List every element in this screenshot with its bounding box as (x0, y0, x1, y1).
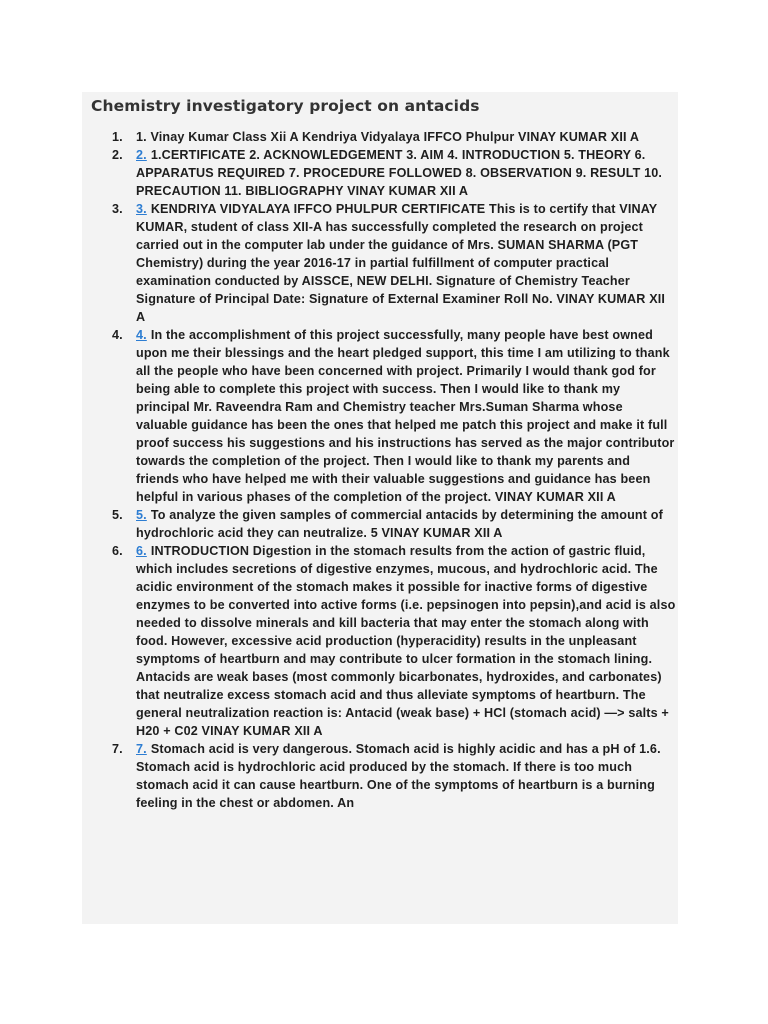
page-link-7[interactable]: 7. (136, 742, 147, 756)
list-item-text: INTRODUCTION Digestion in the stomach results from the action of gastric fluid, which includes secretions of digestive enzymes, mucous, and hydrochloric acid. The acidic environment of the stomach makes it possible for inactive forms of digestive enzymes to be converted into active forms (i.e. pepsinogen into pepsin),and acid is also needed to dissolve minerals and kill bacteria that may enter the stomach along with food. However, excessive acid production (hyperacidity) results in the unpleasant symptoms of heartburn and may contribute to ulcer formation in the stomach lining. Antacids are weak bases (most commonly bicarbonates, hydroxides, and carbonates) that neutralize excess stomach acid and thus alleviate symptoms of heartburn. The general neutralization reaction is: Antacid (weak base) + HCl (stomach acid) —> salts + H20 + C02 VINAY KUMAR XII A (136, 544, 676, 738)
list-item-number: 4. (112, 328, 123, 342)
list-item-text: Stomach acid is very dangerous. Stomach acid is highly acidic and has a pH of 1.6. Stomach acid is hydrochloric acid produced by the stomach. If there is too much stomach acid it can cause heartburn. One of the symptoms of heartburn is a burning feeling in the chest or abdomen. An (136, 742, 661, 810)
list-item-number: 2. (112, 148, 123, 162)
list-item-number: 5. (112, 508, 123, 522)
list-item-text: KENDRIYA VIDYALAYA IFFCO PHULPUR CERTIFICATE This is to certify that VINAY KUMAR, student of class XII-A has successfully completed the research on project carried out in the computer lab under the guidance of Mrs. SUMAN SHARMA (PGT Chemistry) during the year 2016-17 in partial fulfillment of computer practical examination conducted by AISSCE, NEW DELHI. Signature of Chemistry Teacher Signature of Principal Date: Signature of External Examiner Roll No. VINAY KUMAR XII A (136, 202, 666, 324)
page-link-3[interactable]: 3. (136, 202, 147, 216)
list-item-number: 1. (112, 130, 123, 144)
list-item-2 (82, 146, 678, 200)
page-link-6[interactable]: 6. (136, 544, 147, 558)
list-item-number: 7. (112, 742, 123, 756)
list-item-5 (82, 506, 678, 542)
list-item-7 (82, 740, 678, 812)
page-link-2[interactable]: 2. (136, 148, 147, 162)
list-item-3 (82, 200, 678, 326)
list-item-text: 1.CERTIFICATE 2. ACKNOWLEDGEMENT 3. AIM 4. INTRODUCTION 5. THEORY 6. APPARATUS REQUIRED 7. PROCEDURE FOLLOWED 8. OBSERVATION 9. RESULT 10. PRECAUTION 11. BIBLIOGRAPHY VINAY KUMAR XII A (136, 148, 663, 198)
list-item-text: In the accomplishment of this project successfully, many people have best owned upon me their blessings and the heart pledged support, this time I am utilizing to thank all the people who have been concerned with project. Primarily I would thank god for being able to complete this project with success. Then I would like to thank my principal Mr. Raveendra Ram and Chemistry teacher Mrs.Suman Sharma whose valuable guidance has been the ones that helped me patch this project and make it full proof success his suggestions and his instructions has served as the major contributor towards the completion of the project. Then I would like to thank my parents and friends who have helped me with their valuable suggestions and guidance has been helpful in various phases of the completion of the project. VINAY KUMAR XII A (136, 328, 675, 504)
page-link-4[interactable]: 4. (136, 328, 147, 342)
list-item-1 (82, 128, 678, 146)
list-item-6 (82, 542, 678, 740)
page-link-5[interactable]: 5. (136, 508, 147, 522)
document-title: Chemistry investigatory project on antacids (91, 97, 480, 115)
list-item-text: To analyze the given samples of commercial antacids by determining the amount of hydrochloric acid they can neutralize. 5 VINAY KUMAR XII A (136, 508, 663, 540)
list-item-number: 3. (112, 202, 123, 216)
list-item-text: 1. Vinay Kumar Class Xii A Kendriya Vidyalaya IFFCO Phulpur VINAY KUMAR XII A (136, 130, 640, 144)
list-item-4 (82, 326, 678, 506)
list-item-number: 6. (112, 544, 123, 558)
document-page-list (82, 128, 678, 812)
document-panel (82, 92, 678, 924)
